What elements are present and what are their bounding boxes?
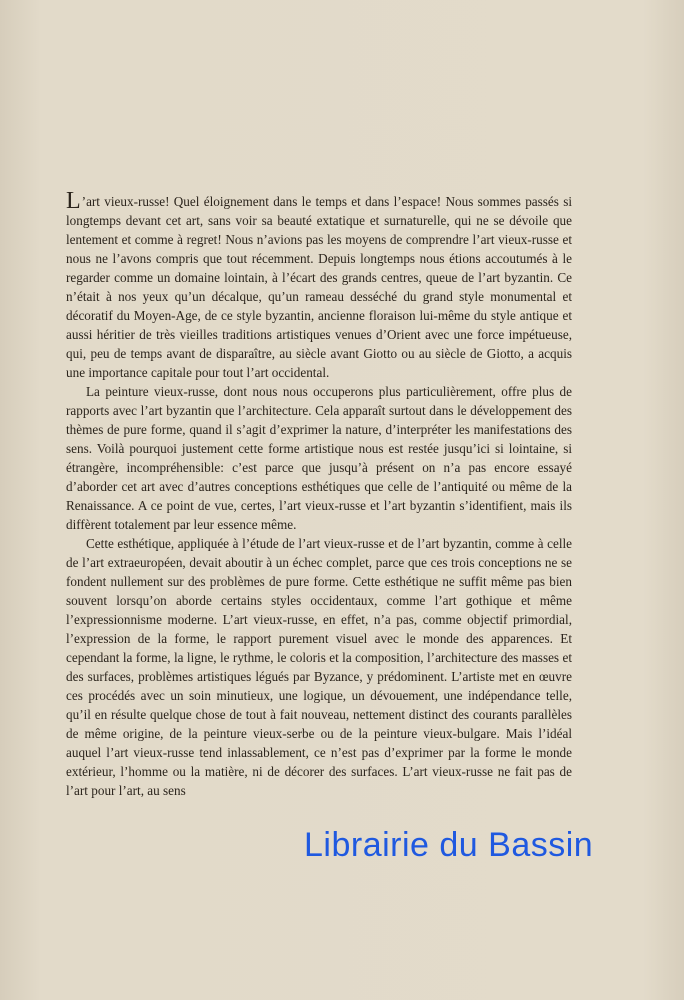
paragraph-2: La peinture vieux-russe, dont nous nous occuperons plus particulièrement, offre plus de rapports avec l’art byzantin que l’architecture. Cela apparaît surtout dans le développement des thèmes de pure forme, quand il s’agit d’exprimer la nature, d’interpréter les manifestations des sens. Voilà pourquoi justement cette forme artistique nous est restée jusqu’ici si lointaine, si étrangère, incompréhensible: c’est parce que jusqu’à présent on n’a pas encore essayé d’aborder cet art avec d’autres conceptions esthétiques que celle de l’antiquité ou même de la Renaissance. A ce point de vue, certes, l’art vieux-russe et l’art byzantin s’identifient, mais ils diffèrent totalement par leur essence même. (66, 384, 572, 532)
paragraph-1-text: ’art vieux-russe! Quel éloignement dans le temps et dans l’espace! Nous sommes passés si longtemps devant cet art, sans voir sa beauté extatique et surnaturelle, qui ne se dévoile que lentement et comme à regret! Nous n’avions pas les moyens de comprendre l’art vieux-russe et nous ne l’avons compris que tout récemment. Depuis longtemps nous étions accoutumés à le regarder comme un domaine lointain, à l’écart des grands centres, queue de l’art byzantin. Ce n’était à nos yeux qu’un décalque, qu’un rameau desséché du grand style monumental et décoratif du Moyen-Age, de ce style byzantin, ancienne floraison lui-même du style antique et aussi héritier de très vieilles traditions artistiques venues d’Orient avec une force impétueuse, qui, peu de temps avant de disparaître, au siècle avant Giotto ou au siècle de Giotto, a acquis une importance capitale pour tout l’art occidental. (66, 194, 572, 380)
drop-cap: L (66, 188, 81, 214)
paragraph-3: Cette esthétique, appliquée à l’étude de l’art vieux-russe et de l’art byzantin, comme à celle de l’art extraeuropéen, devait aboutir à un échec complet, parce que ces trois conceptions ne se fondent nullement sur des problèmes de pure forme. Cette esthétique ne suffit même pas bien souvent lorsqu’on aborde certains styles occidentaux, comme l’art gothique et même l’expressionnisme moderne. L’art vieux-russe, en effet, n’a pas, comme objectif primordial, l’expression de la forme, le rapport purement visuel avec le monde des apparences. Et cependant la forme, la ligne, le rythme, le coloris et la composition, l’architecture des masses et des surfaces, problèmes artistiques légués par Byzance, y prédominent. L’artiste met en œuvre ces procédés avec un soin minutieux, une logique, un dévouement, une indépendance telle, qu’il en résulte quelque chose de tout à fait nouveau, nettement distinct des courants parallèles de même origine, de la peinture vieux-serbe ou de la peinture vieux-bulgare. Mais l’idéal auquel l’art vieux-russe tend inlassablement, ce n’est pas d’exprimer par la forme le monde extérieur, l’homme ou la matière, ni de décorer des surfaces. L’art vieux-russe ne fait pas de l’art pour l’art, au sens (66, 536, 572, 798)
watermark: Librairie du Bassin (304, 826, 594, 864)
body-text (66, 188, 572, 800)
paragraph-1 (66, 188, 572, 382)
